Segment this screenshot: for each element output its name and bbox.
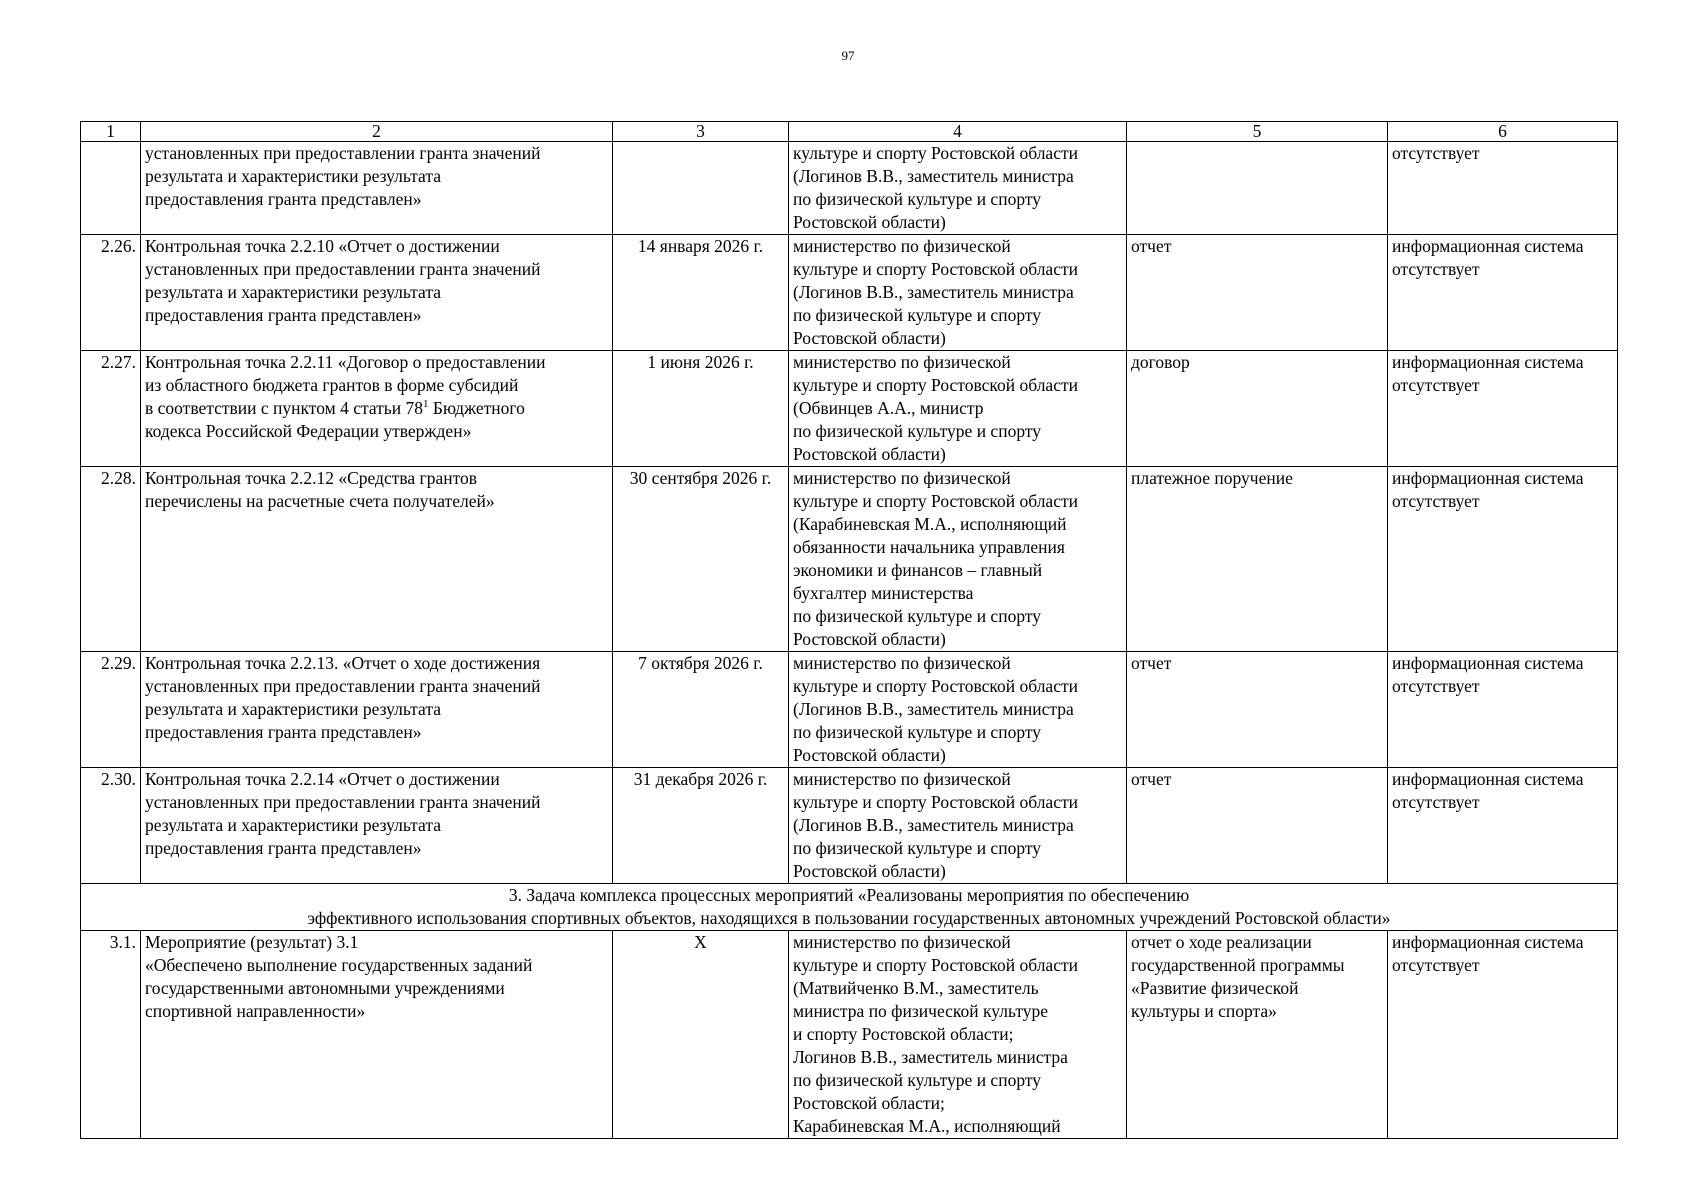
row-responsible: министерство по физической культуре и спорту Ростовской области (Обвинцев А.А., министр по физической культуре и спорту Ростовской области) (789, 351, 1127, 467)
header-cell: 4 (789, 122, 1127, 142)
table-row (81, 235, 1618, 351)
table-row (81, 931, 1618, 1139)
row-info-system: информационная система отсутствует (1388, 652, 1618, 768)
row-info-system: информационная система отсутствует (1388, 351, 1618, 467)
row-info-system: информационная система отсутствует (1388, 768, 1618, 884)
row-name: Контрольная точка 2.2.10 «Отчет о достижении установленных при предоставлении гранта значений результата и характеристики результата предоставления гранта представлен» (141, 235, 613, 351)
row-date: Х (613, 931, 789, 1139)
row-info-system: информационная система отсутствует (1388, 931, 1618, 1139)
row-number: 2.28. (81, 467, 141, 652)
row-name-part: Бюджетного кодекса Российской Федерации утвержден» (145, 398, 525, 441)
row-document: отчет (1127, 768, 1388, 884)
row-name: Мероприятие (результат) 3.1 «Обеспечено выполнение государственных заданий государственными автономными учреждениями спортивной направленности» (141, 931, 613, 1139)
page-number: 97 (841, 48, 855, 63)
row-date: 14 января 2026 г. (613, 235, 789, 351)
header-cell: 5 (1127, 122, 1388, 142)
row-info-system: отсутствует (1388, 142, 1618, 235)
row-date: 31 декабря 2026 г. (613, 768, 789, 884)
table-row (81, 467, 1618, 652)
header-cell: 3 (613, 122, 789, 142)
row-date: 30 сентября 2026 г. (613, 467, 789, 652)
table-row-continuation (81, 142, 1618, 235)
row-responsible: министерство по физической культуре и спорту Ростовской области (Логинов В.В., заместитель министра по физической культуре и спорту Ростовской области) (789, 235, 1127, 351)
row-number: 2.30. (81, 768, 141, 884)
header-cell: 6 (1388, 122, 1618, 142)
row-document: договор (1127, 351, 1388, 467)
row-info-system: информационная система отсутствует (1388, 467, 1618, 652)
row-responsible: министерство по физической культуре и спорту Ростовской области (Логинов В.В., заместитель министра по физической культуре и спорту Ростовской области) (789, 768, 1127, 884)
row-date (613, 142, 789, 235)
section-heading: 3. Задача комплекса процессных мероприятий «Реализованы мероприятия по обеспечению эффективного использования спортивных объектов, находящихся в пользовании государственных автономных учреждений Ростовской области» (81, 884, 1618, 931)
row-responsible: культуре и спорту Ростовской области (Логинов В.В., заместитель министра по физической культуре и спорту Ростовской области) (789, 142, 1127, 235)
row-responsible: министерство по физической культуре и спорту Ростовской области (Логинов В.В., заместитель министра по физической культуре и спорту Ростовской области) (789, 652, 1127, 768)
superscript: 1 (423, 398, 429, 411)
table-row (81, 351, 1618, 467)
row-number: 2.29. (81, 652, 141, 768)
header-cell: 1 (81, 122, 141, 142)
row-number: 2.26. (81, 235, 141, 351)
header-cell: 2 (141, 122, 613, 142)
row-number: 2.27. (81, 351, 141, 467)
table-row (81, 768, 1618, 884)
row-date: 1 июня 2026 г. (613, 351, 789, 467)
row-name (141, 351, 613, 467)
row-number (81, 142, 141, 235)
section-row (81, 884, 1618, 931)
row-document (1127, 142, 1388, 235)
table-row (81, 652, 1618, 768)
row-document: отчет о ходе реализации государственной программы «Развитие физической культуры и спорта» (1127, 931, 1388, 1139)
row-document: платежное поручение (1127, 467, 1388, 652)
row-number: 3.1. (81, 931, 141, 1139)
row-info-system: информационная система отсутствует (1388, 235, 1618, 351)
row-name: Контрольная точка 2.2.12 «Средства грантов перечислены на расчетные счета получателей» (141, 467, 613, 652)
row-document: отчет (1127, 235, 1388, 351)
row-name: Контрольная точка 2.2.13. «Отчет о ходе достижения установленных при предоставлении гранта значений результата и характеристики результата предоставления гранта представлен» (141, 652, 613, 768)
row-name: Контрольная точка 2.2.14 «Отчет о достижении установленных при предоставлении гранта значений результата и характеристики результата предоставления гранта представлен» (141, 768, 613, 884)
plan-table (80, 121, 1618, 1139)
column-number-header (81, 122, 1618, 142)
row-date: 7 октября 2026 г. (613, 652, 789, 768)
row-name: установленных при предоставлении гранта значений результата и характеристики результата предоставления гранта представлен» (141, 142, 613, 235)
row-name-part: Контрольная точка 2.2.11 «Договор о предоставлении из областного бюджета грантов в форме субсидий в соответствии с пунктом 4 статьи 78 (145, 352, 546, 418)
row-responsible: министерство по физической культуре и спорту Ростовской области (Матвийченко В.М., заместитель министра по физической культуре и спорту Ростовской области; Логинов В.В., заместитель министра по физической культуре и спорту Ростовской области; Карабиневская М.А., исполняющий (789, 931, 1127, 1139)
row-responsible: министерство по физической культуре и спорту Ростовской области (Карабиневская М.А., исполняющий обязанности начальника управления экономики и финансов – главный бухгалтер министерства по физической культуре и спорту Ростовской области) (789, 467, 1127, 652)
row-document: отчет (1127, 652, 1388, 768)
